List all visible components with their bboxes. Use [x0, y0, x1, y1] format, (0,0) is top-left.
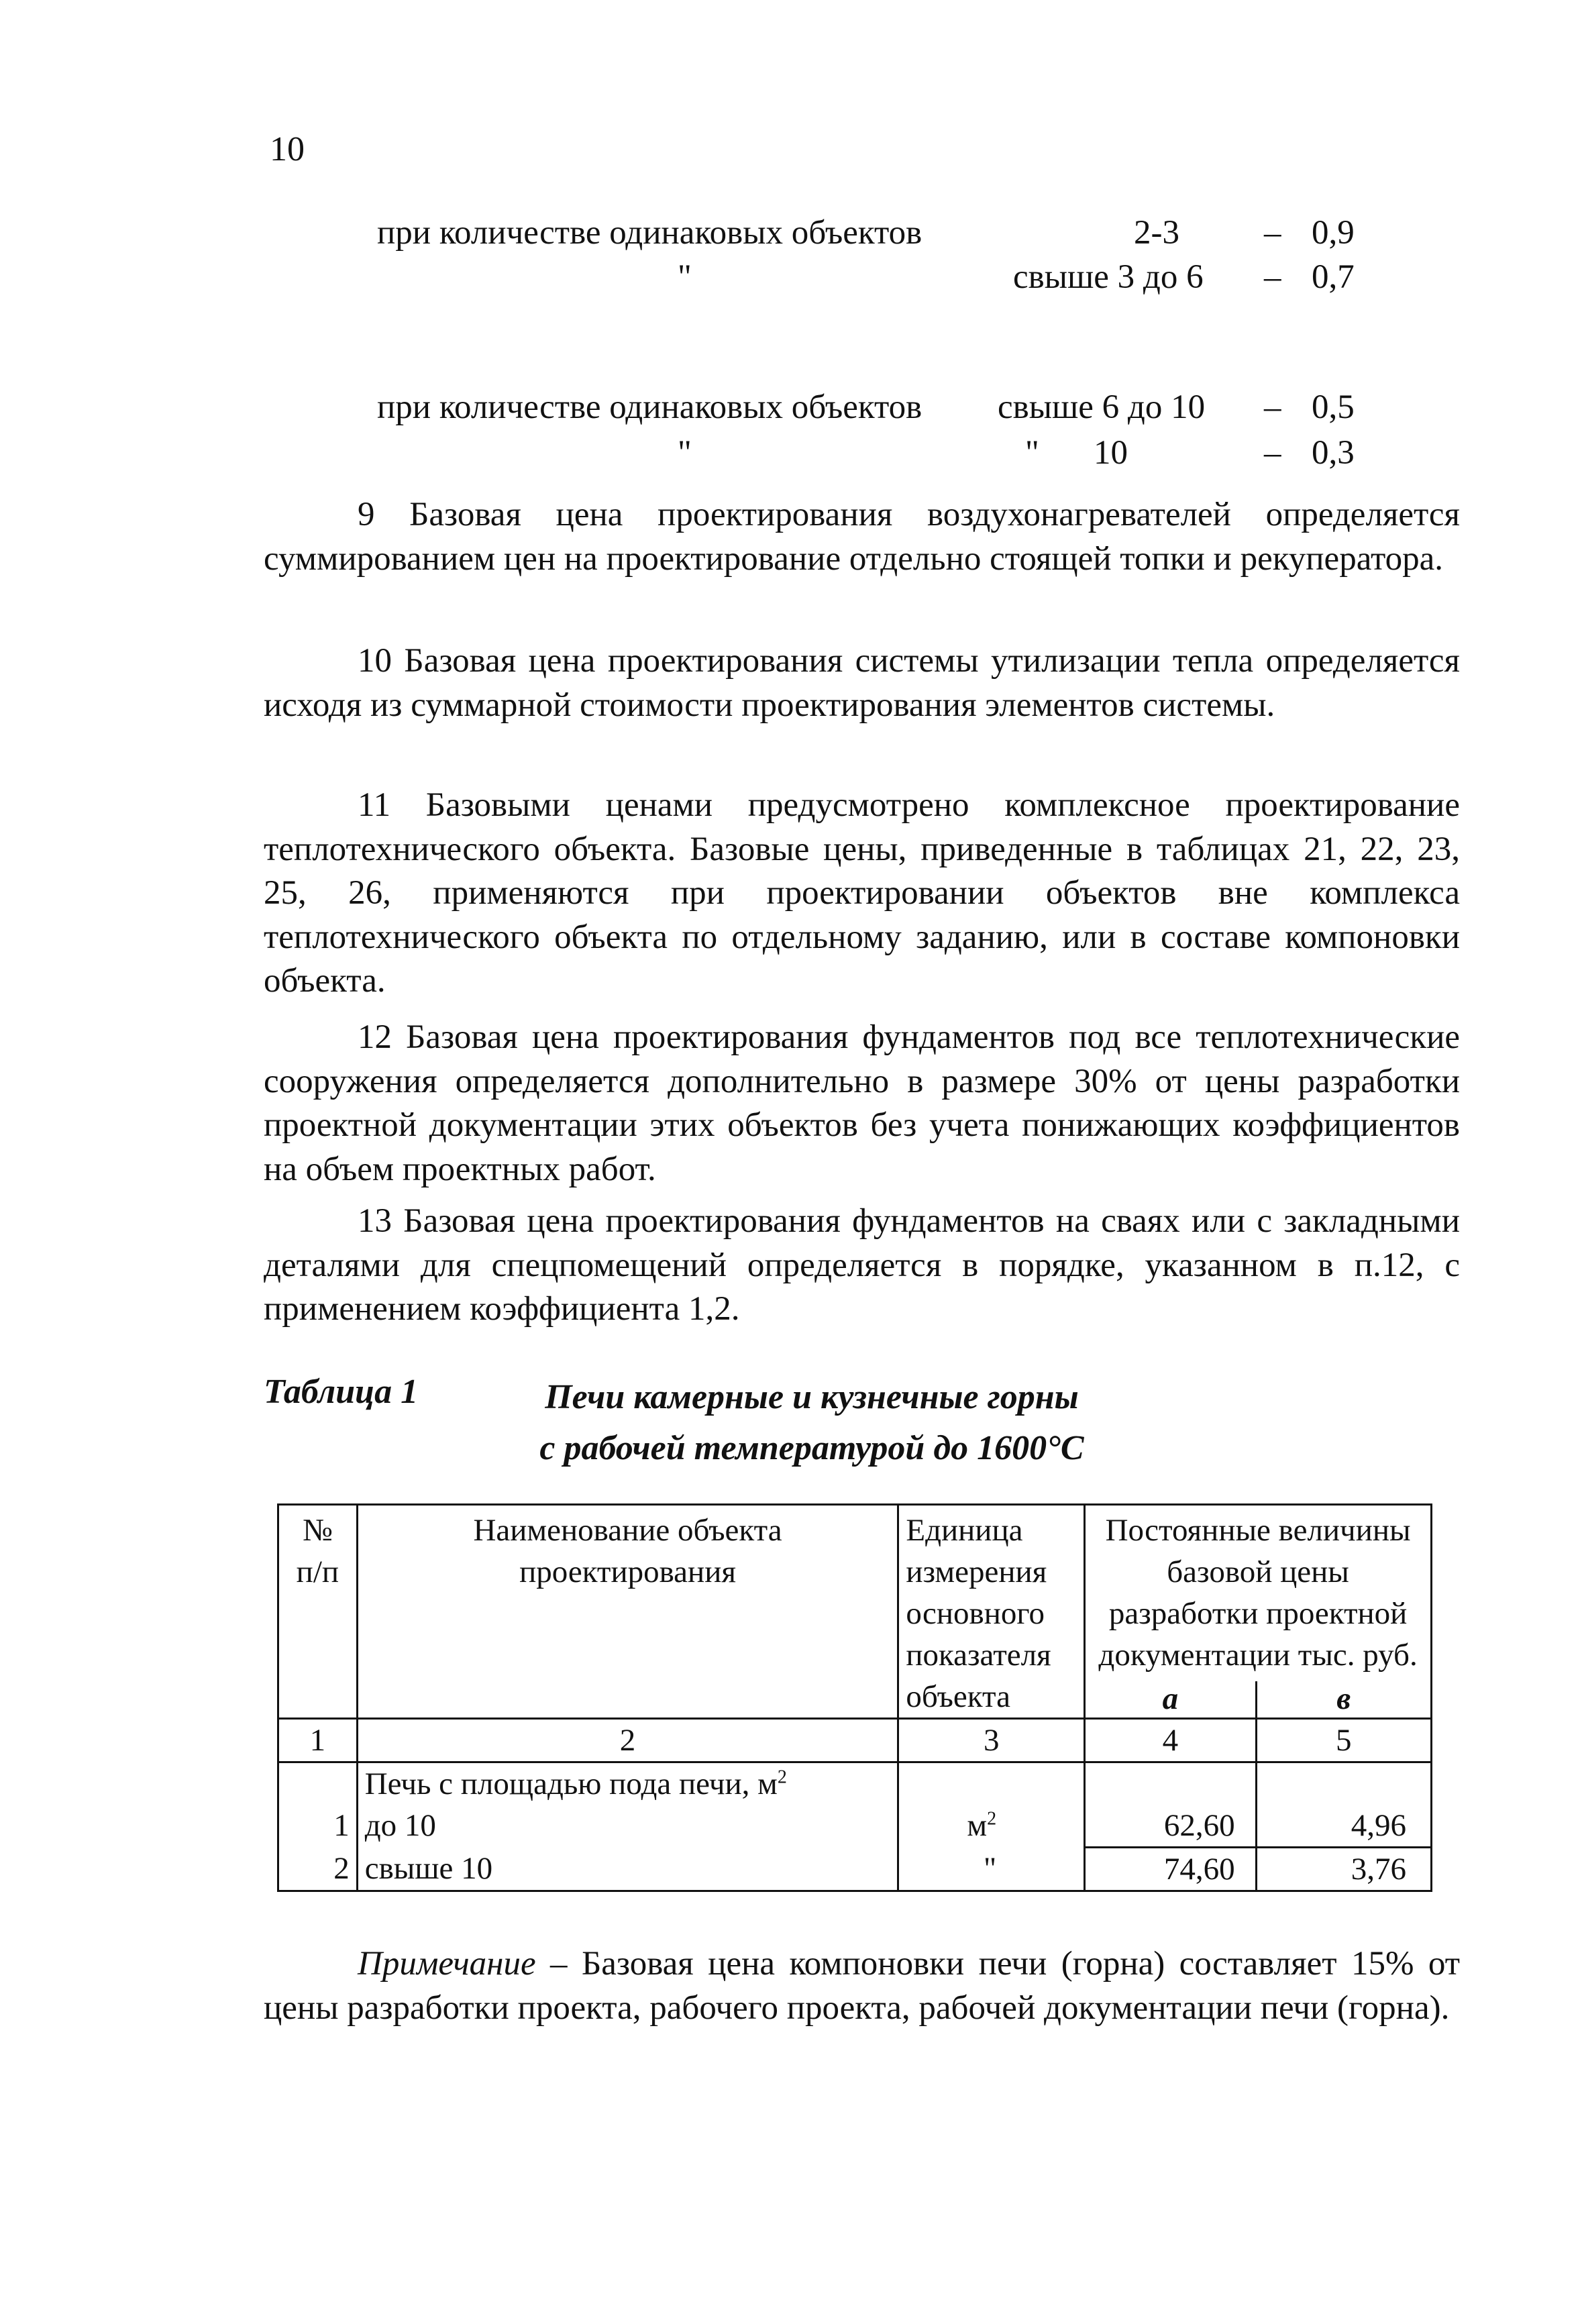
header-unit: Единица измерения основного показателя объекта [898, 1505, 1085, 1719]
row-value-a [1085, 1762, 1256, 1848]
coefficient-row [0, 388, 1582, 432]
table-data-row [278, 1848, 1432, 1891]
page-number: 10 [270, 130, 305, 168]
note-label: Примечание [358, 1945, 536, 1983]
coefficient-range: свыше 6 до 10 [998, 388, 1206, 426]
coefficient-dash: – [1264, 434, 1281, 472]
row-value-b-text: 4,96 [1351, 1808, 1406, 1843]
row-num [278, 1762, 358, 1848]
coefficient-value: 0,5 [1312, 388, 1355, 426]
coefficient-label: " [678, 258, 692, 296]
coefficient-label: при количестве одинаковых объектов [377, 214, 922, 252]
row-unit [898, 1762, 1085, 1848]
paragraph-11: 11 Базовыми ценами предусмотрено комплексное проектирование теплотехнического объекта. Базовые цены, приведенные в таблицах 21, 22, 23, 25, 26, применяются при проектировании объектов вне комплекса теплотехнического объекта по отдельному заданию, или в составе компоновки объекта. [264, 786, 1460, 1000]
coefficient-label: при количестве одинаковых объектов [377, 388, 922, 426]
coefficient-value: 0,7 [1312, 258, 1355, 296]
coefficient-range-ditto: " [1025, 434, 1039, 472]
column-number: 1 [278, 1719, 358, 1762]
coefficient-dash: – [1264, 214, 1281, 252]
paragraph-10: 10 Базовая цена проектирования системы утилизации тепла определяется исходя из суммарной стоимости проектирования элементов системы. [264, 642, 1460, 724]
row-value-a: 74,60 [1085, 1848, 1256, 1891]
group-label: Печь с площадью пода печи, м [364, 1766, 778, 1801]
coefficient-dash: – [1264, 258, 1281, 296]
row-num: 2 [278, 1848, 358, 1891]
coefficient-range: 10 [1094, 434, 1128, 472]
row-num-value: 1 [333, 1808, 350, 1843]
coefficient-row [0, 433, 1582, 478]
coefficient-dash: – [1264, 388, 1281, 426]
price-table [277, 1503, 1432, 1892]
header-col-a: а [1085, 1681, 1256, 1718]
paragraph-9: 9 Базовая цена проектирования воздухонагревателей определяется суммированием цен на проектирование отдельно стоящей топки и рекуператора. [264, 496, 1460, 578]
row-value-a-text: 62,60 [1163, 1808, 1235, 1843]
row-name: свыше 10 [357, 1848, 898, 1891]
coefficient-value: 0,9 [1312, 214, 1355, 252]
coefficient-range: свыше 3 до 6 [1013, 258, 1204, 296]
header-constants: Постоянные величины базовой цены разработки проектной документации тыс. руб. [1085, 1505, 1432, 1682]
coefficient-row [0, 213, 1582, 258]
row-value-b [1256, 1762, 1431, 1848]
row-name-value: до 10 [364, 1808, 436, 1843]
coefficient-range: 2-3 [1134, 214, 1179, 252]
row-name [357, 1762, 898, 1848]
column-number: 4 [1085, 1719, 1256, 1762]
header-num: № п/п [278, 1505, 358, 1719]
header-name: Наименование объекта проектирования [357, 1505, 898, 1719]
column-number: 5 [1256, 1719, 1431, 1762]
row-unit-sup: 2 [987, 1808, 997, 1830]
row-unit-value: м [967, 1808, 988, 1843]
header-col-b: в [1256, 1681, 1431, 1718]
table-title [429, 1372, 1194, 1474]
column-number: 3 [898, 1719, 1085, 1762]
group-label-sup: 2 [777, 1766, 787, 1788]
table-title-line: с рабочей температурой до 1600°С [539, 1429, 1084, 1467]
table-header-row [278, 1505, 1432, 1682]
table-note [264, 1942, 1460, 2030]
row-value-b: 3,76 [1256, 1848, 1431, 1891]
paragraph-13: 13 Базовая цена проектирования фундаментов на сваях или с закладными деталями для спецпомещений определяется в порядке, указанном в п.12, с применением коэффициента 1,2. [264, 1202, 1460, 1328]
coefficient-value: 0,3 [1312, 434, 1355, 472]
coefficient-label: " [678, 434, 692, 472]
table-data-row [278, 1762, 1432, 1848]
paragraph-12: 12 Базовая цена проектирования фундаментов под все теплотехнические сооружения определяется дополнительно в размере 30% от цены разработки проектной документации этих объектов без учета понижающих коэффициентов на объем проектных работ. [264, 1018, 1460, 1188]
table-title-line: Печи камерные и кузнечные горны [545, 1378, 1079, 1416]
column-number: 2 [357, 1719, 898, 1762]
table-tag: Таблица 1 [264, 1373, 419, 1411]
row-unit: " [898, 1848, 1085, 1891]
note-text: – Базовая цена компоновки печи (горна) составляет 15% от цены разработки проекта, рабочего проекта, рабочей документации печи (горна). [264, 1945, 1460, 2027]
column-number-row [278, 1719, 1432, 1762]
coefficient-row [0, 258, 1582, 302]
